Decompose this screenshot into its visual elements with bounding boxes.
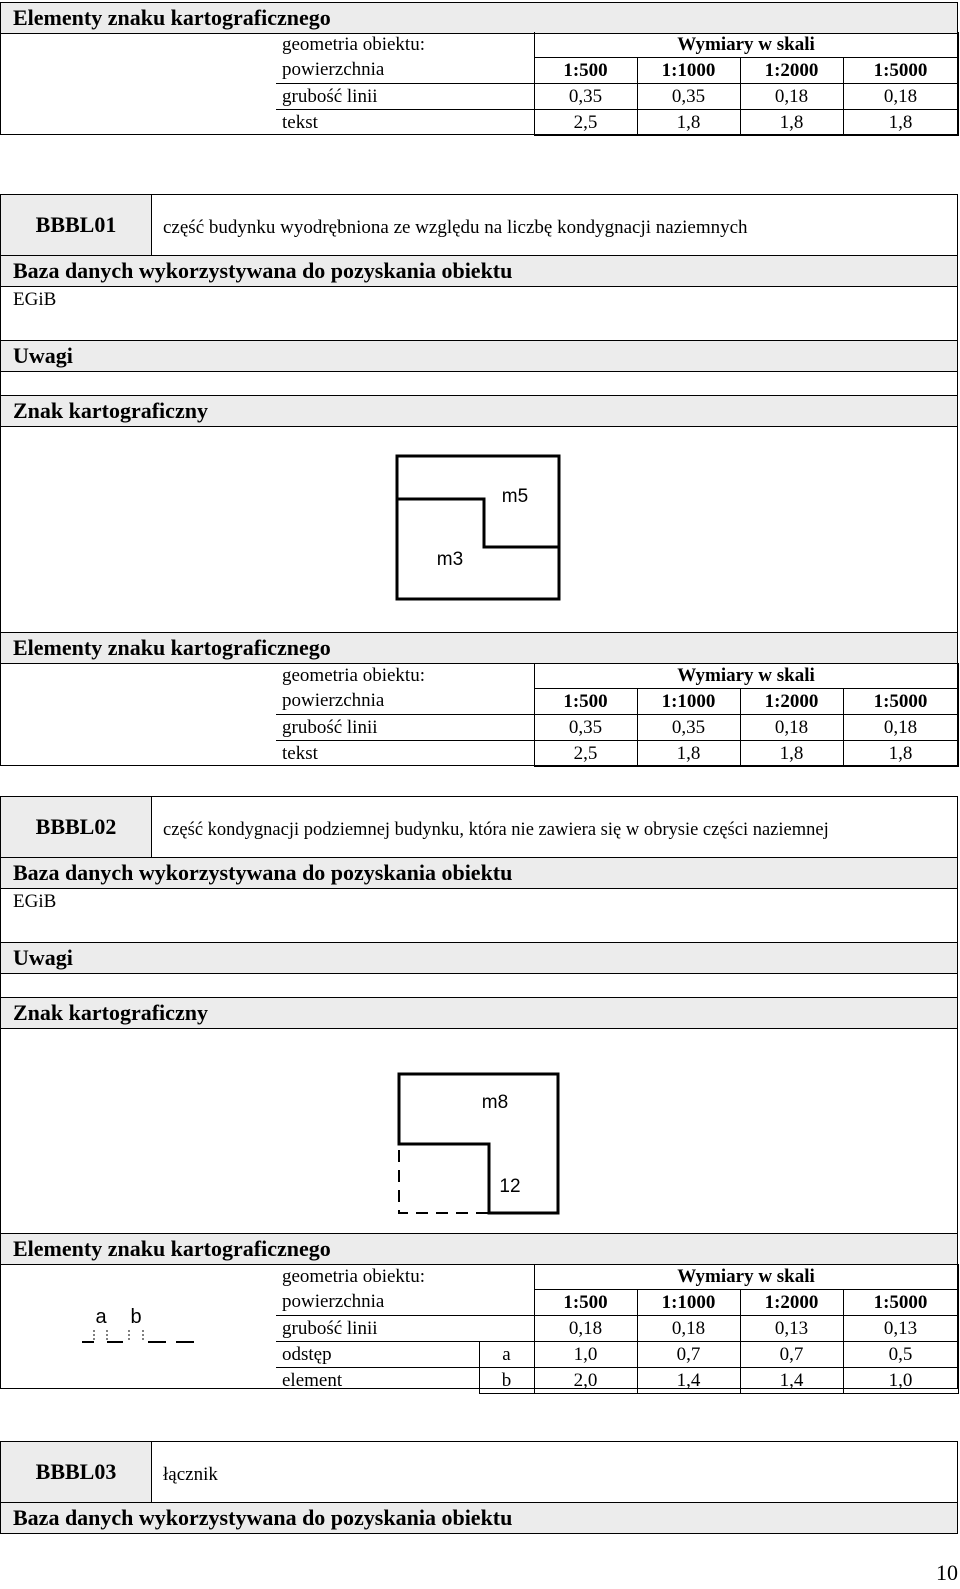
legend-label-a: a <box>95 1306 107 1328</box>
scale-value: 1:2000 <box>740 1290 843 1316</box>
elements-header: Elementy znaku kartograficznego <box>0 2 958 34</box>
division-line <box>397 499 559 547</box>
cell-value: 1,8 <box>740 741 843 767</box>
elements-header: Elementy znaku kartograficznego <box>0 632 958 664</box>
scale-value: 1:500 <box>534 1290 637 1316</box>
dimensions-table <box>276 1264 959 1394</box>
object-description: łącznik <box>151 1441 958 1503</box>
cell-value: 1,8 <box>637 110 740 136</box>
geometry-label: geometria obiektu: <box>276 663 534 689</box>
cell-value: 2,5 <box>534 741 637 767</box>
scale-value: 1:500 <box>534 58 637 84</box>
object-description: część budynku wyodrębniona ze względu na liczbę kondygnacji naziemnych <box>151 194 958 256</box>
cell-value: 0,18 <box>534 1316 637 1342</box>
cartographic-symbol <box>380 1060 570 1220</box>
elements-header: Elementy znaku kartograficznego <box>0 1233 958 1265</box>
geometry-label: geometria obiektu: <box>276 32 534 58</box>
cell-value: 0,7 <box>740 1342 843 1368</box>
object-code: BBBL03 <box>0 1441 152 1503</box>
row-label: element <box>276 1368 479 1394</box>
row-label: powierzchnia <box>276 1290 534 1316</box>
remarks-header: Uwagi <box>0 942 958 974</box>
label-m5: m5 <box>501 486 529 507</box>
cell-value: 2,5 <box>534 110 637 136</box>
cell-value: 0,18 <box>740 84 843 110</box>
geometry-label: geometria obiektu: <box>276 1264 534 1290</box>
database-header: Baza danych wykorzystywana do pozyskania obiektu <box>0 1502 958 1534</box>
cell-value: 0,7 <box>637 1342 740 1368</box>
page-number: 10 <box>936 1560 958 1585</box>
cell-value: 0,13 <box>740 1316 843 1342</box>
cell-value: 1,8 <box>843 110 958 136</box>
remarks-header: Uwagi <box>0 340 958 372</box>
row-symbol: a <box>479 1342 534 1368</box>
database-value: EGiB <box>0 888 958 943</box>
cell-value: 0,35 <box>637 84 740 110</box>
cell-value: 0,18 <box>740 715 843 741</box>
scale-value: 1:500 <box>534 689 637 715</box>
database-header: Baza danych wykorzystywana do pozyskania obiektu <box>0 255 958 287</box>
scale-value: 1:5000 <box>843 1290 958 1316</box>
cell-value: 0,35 <box>637 715 740 741</box>
dimensions-table <box>276 663 959 767</box>
remarks-box <box>0 371 958 396</box>
legend-label-b: b <box>130 1306 142 1328</box>
label-12: 12 <box>499 1176 521 1197</box>
row-label: powierzchnia <box>276 58 534 84</box>
row-label: grubość linii <box>276 715 534 741</box>
scale-value: 1:5000 <box>843 689 958 715</box>
cell-value: 1,8 <box>843 741 958 767</box>
object-code: BBBL01 <box>0 194 152 256</box>
object-description: część kondygnacji podziemnej budynku, która nie zawiera się w obrysie części naziemnej <box>151 796 958 858</box>
row-symbol: b <box>479 1368 534 1394</box>
label-m3: m3 <box>436 549 464 570</box>
cell-value: 0,5 <box>843 1342 958 1368</box>
scale-value: 1:2000 <box>740 689 843 715</box>
row-label: odstęp <box>276 1342 479 1368</box>
symbol-header: Znak kartograficzny <box>0 395 958 427</box>
scale-value: 1:1000 <box>637 1290 740 1316</box>
scale-header: Wymiary w skali <box>534 1264 958 1290</box>
cell-value: 1,0 <box>534 1342 637 1368</box>
scale-header: Wymiary w skali <box>534 32 958 58</box>
row-label: powierzchnia <box>276 689 534 715</box>
cell-value: 0,18 <box>637 1316 740 1342</box>
row-label: tekst <box>276 110 534 136</box>
row-label: tekst <box>276 741 534 767</box>
row-label: grubość linii <box>276 84 534 110</box>
cell-value: 0,18 <box>843 715 958 741</box>
dimensions-table <box>276 32 959 136</box>
database-value: EGiB <box>0 286 958 341</box>
label-m8: m8 <box>481 1092 509 1113</box>
cell-value: 2,0 <box>534 1368 637 1394</box>
scale-header: Wymiary w skali <box>534 663 958 689</box>
cell-value: 0,13 <box>843 1316 958 1342</box>
cell-value: 1,0 <box>843 1368 958 1394</box>
cell-value: 0,35 <box>534 715 637 741</box>
row-label: grubość linii <box>276 1316 534 1342</box>
scale-value: 1:2000 <box>740 58 843 84</box>
cell-value: 1,4 <box>740 1368 843 1394</box>
object-code: BBBL02 <box>0 796 152 858</box>
dash-legend <box>80 1300 200 1350</box>
remarks-box <box>0 973 958 998</box>
cartographic-symbol <box>380 450 570 610</box>
building-outline <box>399 1074 558 1213</box>
building-outline <box>397 456 559 599</box>
cell-value: 1,8 <box>740 110 843 136</box>
cell-value: 0,35 <box>534 84 637 110</box>
scale-value: 1:1000 <box>637 689 740 715</box>
dashed-underground-outline <box>399 1150 489 1213</box>
cell-value: 1,8 <box>637 741 740 767</box>
database-header: Baza danych wykorzystywana do pozyskania obiektu <box>0 857 958 889</box>
symbol-header: Znak kartograficzny <box>0 997 958 1029</box>
scale-value: 1:5000 <box>843 58 958 84</box>
cell-value: 1,4 <box>637 1368 740 1394</box>
scale-value: 1:1000 <box>637 58 740 84</box>
cell-value: 0,18 <box>843 84 958 110</box>
